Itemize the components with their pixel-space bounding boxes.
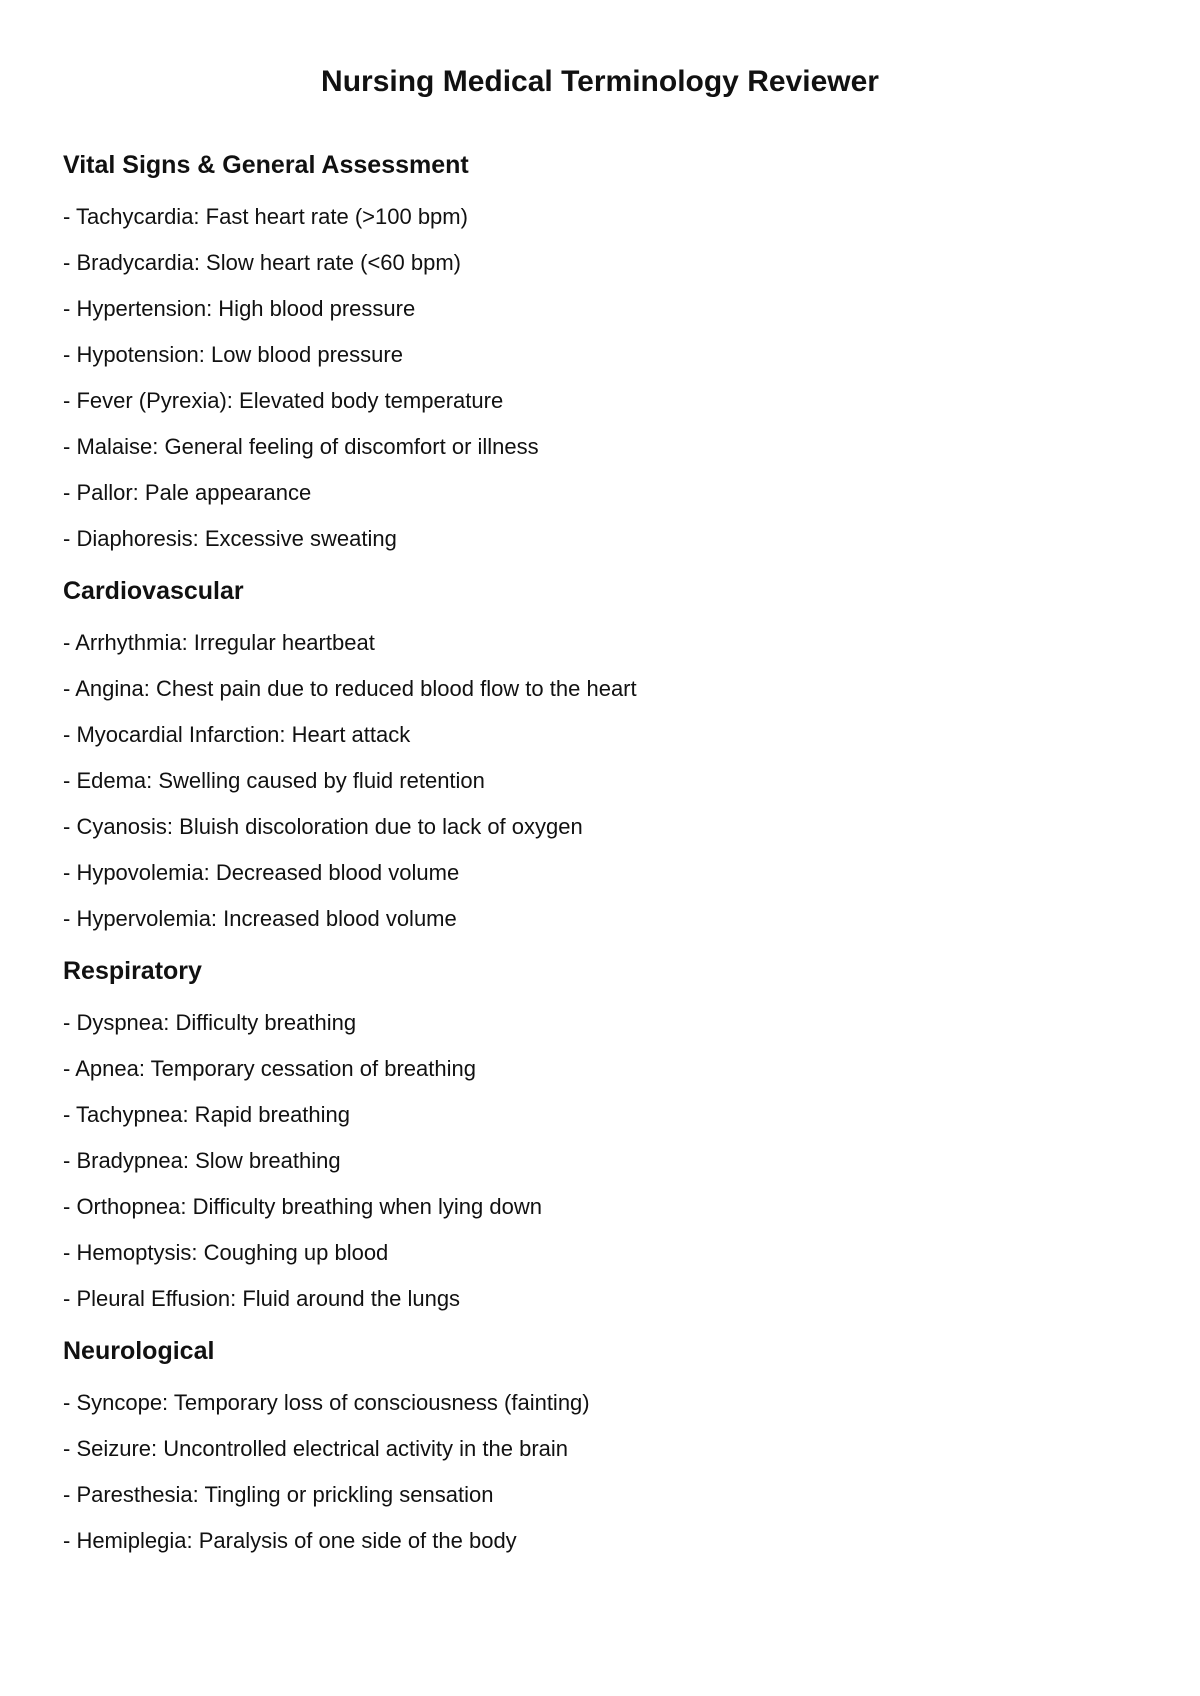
term-item: - Bradycardia: Slow heart rate (<60 bpm)	[63, 250, 462, 275]
section-heading: Cardiovascular	[63, 577, 244, 605]
term-item: - Dyspnea: Difficulty breathing	[63, 1010, 357, 1035]
term-item: - Cyanosis: Bluish discoloration due to lack of oxygen	[63, 814, 583, 839]
section-vital-signs	[63, 150, 1143, 562]
term-item: - Hypovolemia: Decreased blood volume	[63, 860, 460, 885]
term-item: - Apnea: Temporary cessation of breathing	[63, 1056, 476, 1081]
term-item: - Arrhythmia: Irregular heartbeat	[63, 630, 375, 655]
term-item: - Bradypnea: Slow breathing	[63, 1148, 341, 1173]
term-list	[63, 194, 1143, 562]
term-item: - Hypervolemia: Increased blood volume	[63, 906, 457, 931]
term-item: - Pleural Effusion: Fluid around the lungs	[63, 1286, 461, 1311]
term-item: - Myocardial Infarction: Heart attack	[63, 722, 411, 747]
term-item: - Angina: Chest pain due to reduced blood flow to the heart	[63, 676, 637, 701]
term-item: - Hemiplegia: Paralysis of one side of the body	[63, 1528, 517, 1553]
section-heading: Vital Signs & General Assessment	[63, 151, 469, 179]
term-item: - Seizure: Uncontrolled electrical activity in the brain	[63, 1436, 569, 1461]
term-item: - Syncope: Temporary loss of consciousness (fainting)	[63, 1390, 590, 1415]
term-item: - Malaise: General feeling of discomfort or illness	[63, 434, 539, 459]
term-item: - Tachycardia: Fast heart rate (>100 bpm)	[63, 204, 468, 229]
term-item: - Edema: Swelling caused by fluid retention	[63, 768, 485, 793]
section-heading: Respiratory	[63, 957, 202, 985]
section-cardiovascular	[63, 576, 1143, 942]
section-neurological	[63, 1336, 1143, 1564]
term-item: - Diaphoresis: Excessive sweating	[63, 526, 397, 551]
term-item: - Fever (Pyrexia): Elevated body temperature	[63, 388, 504, 413]
page-title: Nursing Medical Terminology Reviewer	[321, 65, 879, 98]
term-item: - Hypotension: Low blood pressure	[63, 342, 403, 367]
term-item: - Orthopnea: Difficulty breathing when lying down	[63, 1194, 542, 1219]
term-item: - Pallor: Pale appearance	[63, 480, 312, 505]
term-list	[63, 620, 1143, 942]
term-list	[63, 1380, 1143, 1564]
term-item: - Hypertension: High blood pressure	[63, 296, 416, 321]
term-list	[63, 1000, 1143, 1322]
section-respiratory	[63, 956, 1143, 1322]
section-heading: Neurological	[63, 1337, 215, 1365]
term-item: - Paresthesia: Tingling or prickling sensation	[63, 1482, 494, 1507]
term-item: - Hemoptysis: Coughing up blood	[63, 1240, 389, 1265]
document-body	[63, 150, 1143, 1564]
term-item: - Tachypnea: Rapid breathing	[63, 1102, 351, 1127]
